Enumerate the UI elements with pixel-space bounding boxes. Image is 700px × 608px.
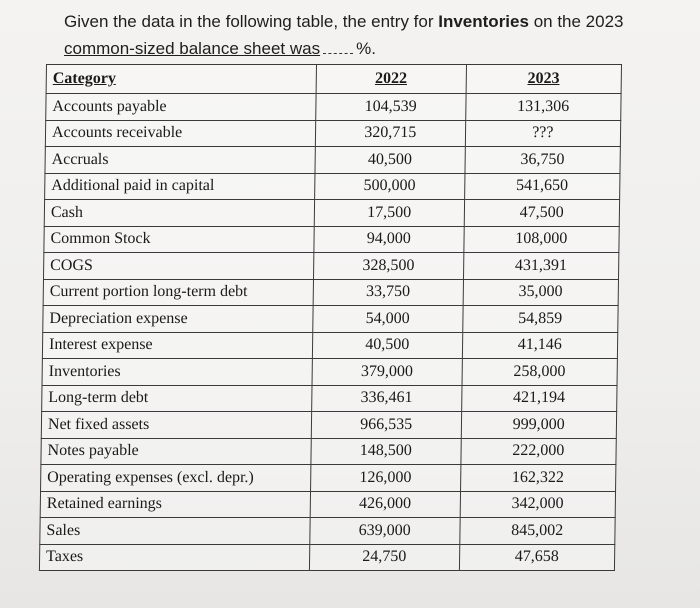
row-value-2022: 94,000 [314, 226, 464, 253]
table-body [39, 94, 621, 571]
row-value-2022: 966,535 [311, 412, 461, 439]
row-category: Interest expense [42, 332, 312, 359]
question-part2: on the 2023 [533, 12, 624, 31]
row-category: Sales [40, 518, 310, 545]
row-value-2023: 47,500 [464, 200, 620, 227]
row-value-2022: 104,539 [316, 94, 466, 121]
row-value-2022: 379,000 [312, 359, 462, 386]
row-value-2023: 36,750 [464, 147, 620, 174]
row-category: Retained earnings [40, 491, 310, 518]
row-value-2023: 162,322 [460, 465, 616, 492]
table-row [45, 173, 620, 200]
row-value-2022: 500,000 [315, 173, 465, 200]
table-row [42, 332, 617, 359]
row-value-2023: 222,000 [460, 438, 616, 465]
row-category: Operating expenses (excl. depr.) [41, 465, 311, 492]
table-row [40, 491, 615, 518]
table-row [41, 412, 616, 439]
row-value-2023: 431,391 [463, 253, 619, 280]
row-value-2022: 328,500 [313, 253, 463, 280]
financial-data-table [39, 64, 622, 571]
header-2023: 2023 [466, 65, 622, 94]
table-row [40, 518, 615, 545]
row-category: Depreciation expense [43, 306, 313, 333]
question-bold-term: Inventories [438, 12, 529, 31]
question-part1: Given the data in the following table, the entry for [64, 12, 434, 31]
row-value-2023: 342,000 [460, 491, 616, 518]
row-category: Long-term debt [42, 385, 312, 412]
table-row [44, 226, 619, 253]
row-value-2022: 639,000 [310, 518, 460, 545]
row-category: COGS [43, 253, 313, 280]
row-value-2023: ??? [465, 120, 621, 147]
row-value-2022: 148,500 [311, 438, 461, 465]
row-value-2023: 258,000 [462, 359, 618, 386]
row-category: Accounts receivable [45, 120, 315, 147]
row-category: Accounts payable [46, 94, 316, 121]
row-value-2022: 54,000 [313, 306, 463, 333]
row-value-2022: 40,500 [312, 332, 462, 359]
table-row [43, 306, 618, 333]
header-2022: 2022 [316, 65, 466, 94]
row-value-2023: 131,306 [465, 94, 621, 121]
table-row [43, 279, 618, 306]
row-category: Common Stock [44, 226, 314, 253]
table-header-row [46, 65, 621, 94]
table-row [42, 385, 617, 412]
row-value-2022: 24,750 [309, 544, 459, 571]
row-value-2022: 126,000 [311, 465, 461, 492]
table-row [45, 120, 620, 147]
row-value-2022: 336,461 [312, 385, 462, 412]
row-value-2023: 35,000 [463, 279, 619, 306]
table-row [41, 438, 616, 465]
row-value-2023: 47,658 [459, 544, 615, 571]
answer-blank [323, 39, 353, 54]
row-value-2022: 33,750 [313, 279, 463, 306]
row-category: Net fixed assets [41, 412, 311, 439]
row-value-2023: 541,650 [464, 173, 620, 200]
row-category: Accruals [45, 147, 315, 174]
row-category: Inventories [42, 359, 312, 386]
row-category: Additional paid in capital [45, 173, 315, 200]
row-category: Current portion long-term debt [43, 279, 313, 306]
row-category: Cash [44, 200, 314, 227]
row-value-2022: 40,500 [315, 147, 465, 174]
table-row [41, 465, 616, 492]
row-category: Notes payable [41, 438, 311, 465]
row-value-2023: 41,146 [462, 332, 618, 359]
question-line2: common-sized balance sheet was [64, 39, 321, 58]
table-row [44, 200, 619, 227]
row-value-2023: 108,000 [463, 226, 619, 253]
row-category: Taxes [39, 544, 309, 571]
row-value-2023: 845,002 [459, 518, 615, 545]
table-row [45, 147, 620, 174]
table-row [46, 94, 621, 121]
question-suffix: %. [356, 39, 376, 58]
row-value-2022: 320,715 [315, 120, 465, 147]
question-text [64, 8, 684, 62]
row-value-2022: 17,500 [314, 200, 464, 227]
table-row [42, 359, 617, 386]
row-value-2023: 421,194 [461, 385, 617, 412]
table-row [39, 544, 614, 571]
row-value-2022: 426,000 [310, 491, 460, 518]
row-value-2023: 999,000 [461, 412, 617, 439]
table-row [43, 253, 618, 280]
header-category: Category [46, 65, 316, 94]
row-value-2023: 54,859 [462, 306, 618, 333]
